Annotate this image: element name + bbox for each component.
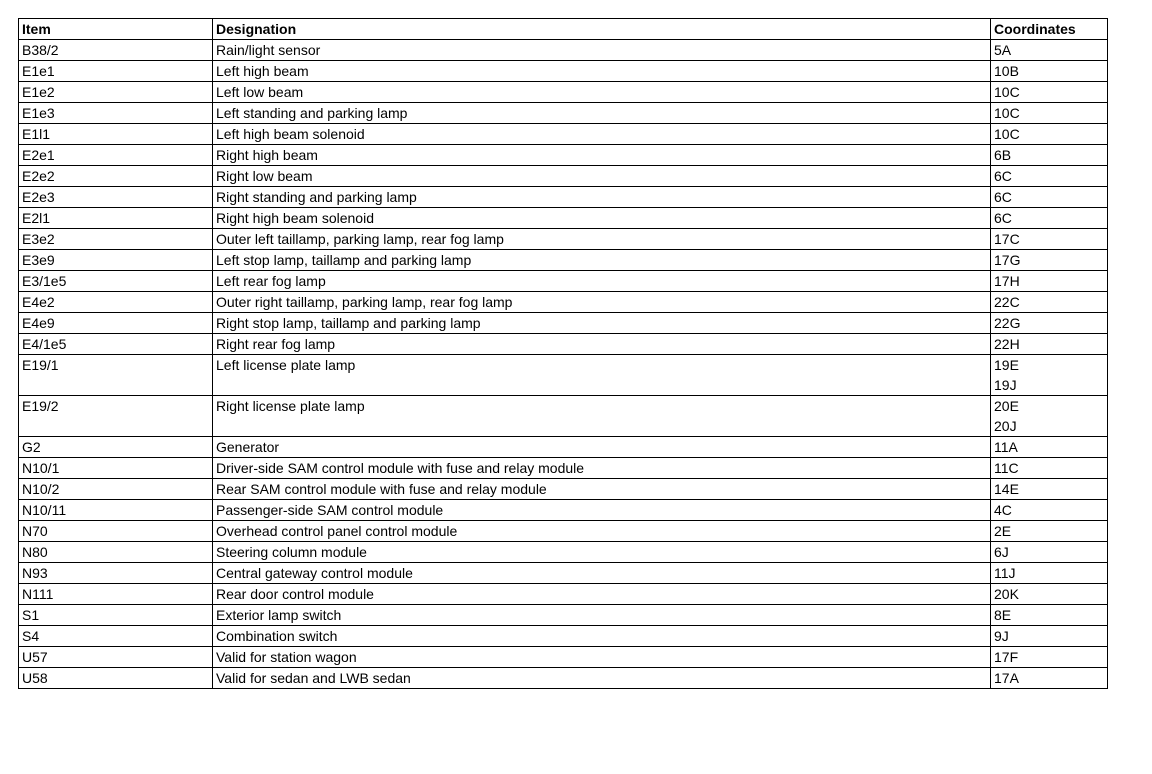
header-designation: Designation (213, 19, 991, 40)
table-row (19, 437, 1108, 458)
cell-item: E1e1 (19, 61, 213, 82)
cell-item: E19/2 (19, 396, 213, 437)
cell-coordinates: 6J (991, 542, 1108, 563)
header-item: Item (19, 19, 213, 40)
cell-item: E19/1 (19, 355, 213, 396)
cell-item: U57 (19, 647, 213, 668)
cell-item: B38/2 (19, 40, 213, 61)
cell-coordinates: 10C (991, 82, 1108, 103)
cell-item: N10/1 (19, 458, 213, 479)
cell-coordinates: 20K (991, 584, 1108, 605)
component-legend-table (18, 18, 1108, 689)
table-row (19, 145, 1108, 166)
cell-coordinates: 10C (991, 124, 1108, 145)
table-row (19, 396, 1108, 437)
cell-item: E3e2 (19, 229, 213, 250)
cell-designation: Driver-side SAM control module with fuse and relay module (213, 458, 991, 479)
table-row (19, 500, 1108, 521)
table-row (19, 563, 1108, 584)
cell-designation: Passenger-side SAM control module (213, 500, 991, 521)
table-row (19, 542, 1108, 563)
cell-designation: Right license plate lamp (213, 396, 991, 437)
cell-item: U58 (19, 668, 213, 689)
table-row (19, 208, 1108, 229)
cell-item: E2e1 (19, 145, 213, 166)
cell-designation: Exterior lamp switch (213, 605, 991, 626)
table-row (19, 103, 1108, 124)
cell-designation: Outer left taillamp, parking lamp, rear fog lamp (213, 229, 991, 250)
table-row (19, 250, 1108, 271)
cell-designation: Left high beam (213, 61, 991, 82)
table-row (19, 229, 1108, 250)
cell-designation: Combination switch (213, 626, 991, 647)
cell-item: S4 (19, 626, 213, 647)
cell-item: E4e2 (19, 292, 213, 313)
table-row (19, 458, 1108, 479)
cell-designation: Right low beam (213, 166, 991, 187)
cell-coordinates: 10C (991, 103, 1108, 124)
cell-designation: Rain/light sensor (213, 40, 991, 61)
cell-designation: Left rear fog lamp (213, 271, 991, 292)
table-row (19, 40, 1108, 61)
cell-item: S1 (19, 605, 213, 626)
cell-designation: Left license plate lamp (213, 355, 991, 396)
table-row (19, 647, 1108, 668)
header-row (19, 19, 1108, 40)
cell-coordinates: 17C (991, 229, 1108, 250)
cell-designation: Central gateway control module (213, 563, 991, 584)
cell-designation: Generator (213, 437, 991, 458)
table-row (19, 61, 1108, 82)
header-coordinates: Coordinates (991, 19, 1108, 40)
cell-coordinates: 10B (991, 61, 1108, 82)
cell-item: E1l1 (19, 124, 213, 145)
cell-coordinates: 11J (991, 563, 1108, 584)
table-row (19, 355, 1108, 396)
cell-item: N80 (19, 542, 213, 563)
table-row (19, 271, 1108, 292)
cell-item: E2l1 (19, 208, 213, 229)
cell-item: N10/2 (19, 479, 213, 500)
cell-coordinates: 5A (991, 40, 1108, 61)
cell-designation: Right high beam solenoid (213, 208, 991, 229)
cell-coordinates: 6C (991, 208, 1108, 229)
cell-item: N93 (19, 563, 213, 584)
cell-coordinates: 17H (991, 271, 1108, 292)
cell-coordinates: 6C (991, 187, 1108, 208)
cell-coordinates: 22G (991, 313, 1108, 334)
cell-item: E3e9 (19, 250, 213, 271)
table-row (19, 521, 1108, 542)
cell-designation: Right standing and parking lamp (213, 187, 991, 208)
cell-designation: Left stop lamp, taillamp and parking lamp (213, 250, 991, 271)
cell-coordinates: 6C (991, 166, 1108, 187)
cell-coordinates: 2E (991, 521, 1108, 542)
cell-designation: Left low beam (213, 82, 991, 103)
cell-designation: Valid for sedan and LWB sedan (213, 668, 991, 689)
cell-coordinates: 22H (991, 334, 1108, 355)
cell-item: N111 (19, 584, 213, 605)
cell-designation: Right rear fog lamp (213, 334, 991, 355)
cell-coordinates: 17A (991, 668, 1108, 689)
cell-coordinates: 11A (991, 437, 1108, 458)
cell-designation: Rear SAM control module with fuse and relay module (213, 479, 991, 500)
table-row (19, 626, 1108, 647)
cell-item: E4/1e5 (19, 334, 213, 355)
cell-item: G2 (19, 437, 213, 458)
cell-item: E3/1e5 (19, 271, 213, 292)
cell-coordinates: 22C (991, 292, 1108, 313)
cell-designation: Left standing and parking lamp (213, 103, 991, 124)
table-row (19, 313, 1108, 334)
cell-designation: Right high beam (213, 145, 991, 166)
table-row (19, 668, 1108, 689)
table-row (19, 187, 1108, 208)
cell-designation: Rear door control module (213, 584, 991, 605)
table-row (19, 82, 1108, 103)
table-row (19, 584, 1108, 605)
cell-designation: Outer right taillamp, parking lamp, rear fog lamp (213, 292, 991, 313)
cell-designation: Right stop lamp, taillamp and parking lamp (213, 313, 991, 334)
cell-coordinates: 17G (991, 250, 1108, 271)
cell-designation: Left high beam solenoid (213, 124, 991, 145)
cell-coordinates: 11C (991, 458, 1108, 479)
cell-item: E1e3 (19, 103, 213, 124)
cell-item: E1e2 (19, 82, 213, 103)
table-row (19, 166, 1108, 187)
cell-item: E2e3 (19, 187, 213, 208)
cell-designation: Steering column module (213, 542, 991, 563)
table-row (19, 292, 1108, 313)
cell-coordinates: 4C (991, 500, 1108, 521)
table-row (19, 605, 1108, 626)
cell-coordinates: 8E (991, 605, 1108, 626)
cell-item: N70 (19, 521, 213, 542)
cell-item: E4e9 (19, 313, 213, 334)
cell-designation: Overhead control panel control module (213, 521, 991, 542)
cell-coordinates: 17F (991, 647, 1108, 668)
cell-designation: Valid for station wagon (213, 647, 991, 668)
cell-coordinates: 9J (991, 626, 1108, 647)
table-row (19, 334, 1108, 355)
table-row (19, 124, 1108, 145)
cell-item: N10/11 (19, 500, 213, 521)
table-body (19, 40, 1108, 689)
cell-coordinates: 20E 20J (991, 396, 1108, 437)
cell-coordinates: 19E 19J (991, 355, 1108, 396)
cell-coordinates: 14E (991, 479, 1108, 500)
table-row (19, 479, 1108, 500)
cell-coordinates: 6B (991, 145, 1108, 166)
cell-item: E2e2 (19, 166, 213, 187)
